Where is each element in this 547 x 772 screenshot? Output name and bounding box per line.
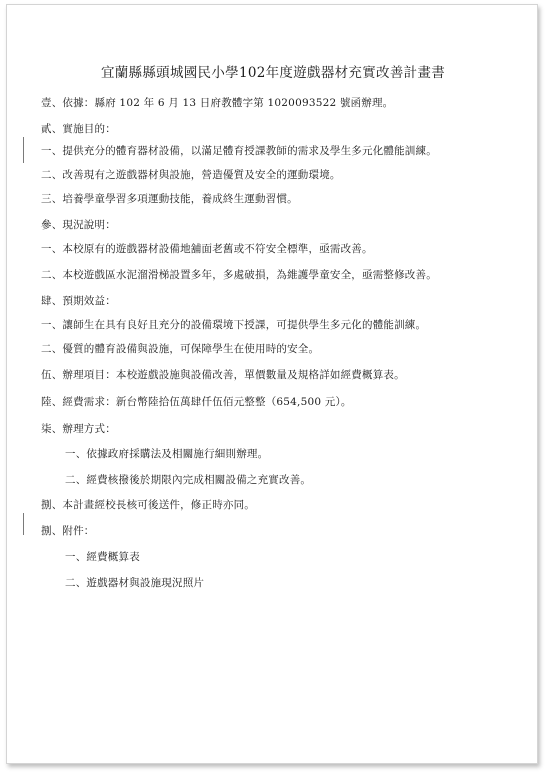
margin-mark <box>23 513 24 535</box>
section-heading: 參、現況說明： <box>41 219 116 231</box>
budget-line: 陸、經費需求：新台幣陸拾伍萬肆仟伍佰元整整（654,500 元）。 <box>41 396 352 408</box>
section-line: 伍、辦理項目：本校遊戲設施與設備改善，單價數量及規格詳如經費概算表。 <box>41 369 405 381</box>
basis-line: 壹、依據：縣府 102 年 6 月 13 日府教體字第 1020093522 號函辦理。 <box>41 97 394 109</box>
list-item: 一、經費概算表 <box>65 551 140 563</box>
section-line: 捌、本計畫經校長核可後送件，修正時亦同。 <box>41 499 255 511</box>
list-item: 一、提供充分的體育器材設備，以滿足體育授課教師的需求及學生多元化體能訓練。 <box>41 145 437 157</box>
list-item: 一、依據政府採購法及相關施行細則辦理。 <box>65 448 269 460</box>
list-item: 一、本校原有的遊戲器材設備地舖面老舊或不符安全標準，亟需改善。 <box>41 243 373 255</box>
list-item: 一、讓師生在具有良好且充分的設備環境下授課，可提供學生多元化的體能訓練。 <box>41 319 427 331</box>
section-heading: 捌、附件： <box>41 525 95 537</box>
document-title: 宜蘭縣縣頭城國民小學102年度遊戲器材充實改善計畫書 <box>100 65 446 81</box>
document-page <box>6 4 538 764</box>
list-item: 三、培養學童學習多項運動技能，養成終生運動習慣。 <box>41 193 298 205</box>
margin-mark <box>23 137 24 163</box>
list-item: 二、經費核撥後於期限內完成相關設備之充實改善。 <box>65 474 312 486</box>
list-item: 二、本校遊戲區水泥溜滑梯設置多年，多處破損，為維護學童安全，亟需整修改善。 <box>41 269 437 281</box>
list-item: 二、遊戲器材與設施現況照片 <box>65 577 205 589</box>
list-item: 二、優質的體育設備與設施，可保障學生在使用時的安全。 <box>41 343 320 355</box>
section-heading: 柒、辦理方式： <box>41 423 116 435</box>
section-heading: 貳、實施目的： <box>41 123 116 135</box>
list-item: 二、改善現有之遊戲器材與設施，營造優質及安全的運動環境。 <box>41 169 341 181</box>
section-heading: 肆、預期效益： <box>41 295 116 307</box>
